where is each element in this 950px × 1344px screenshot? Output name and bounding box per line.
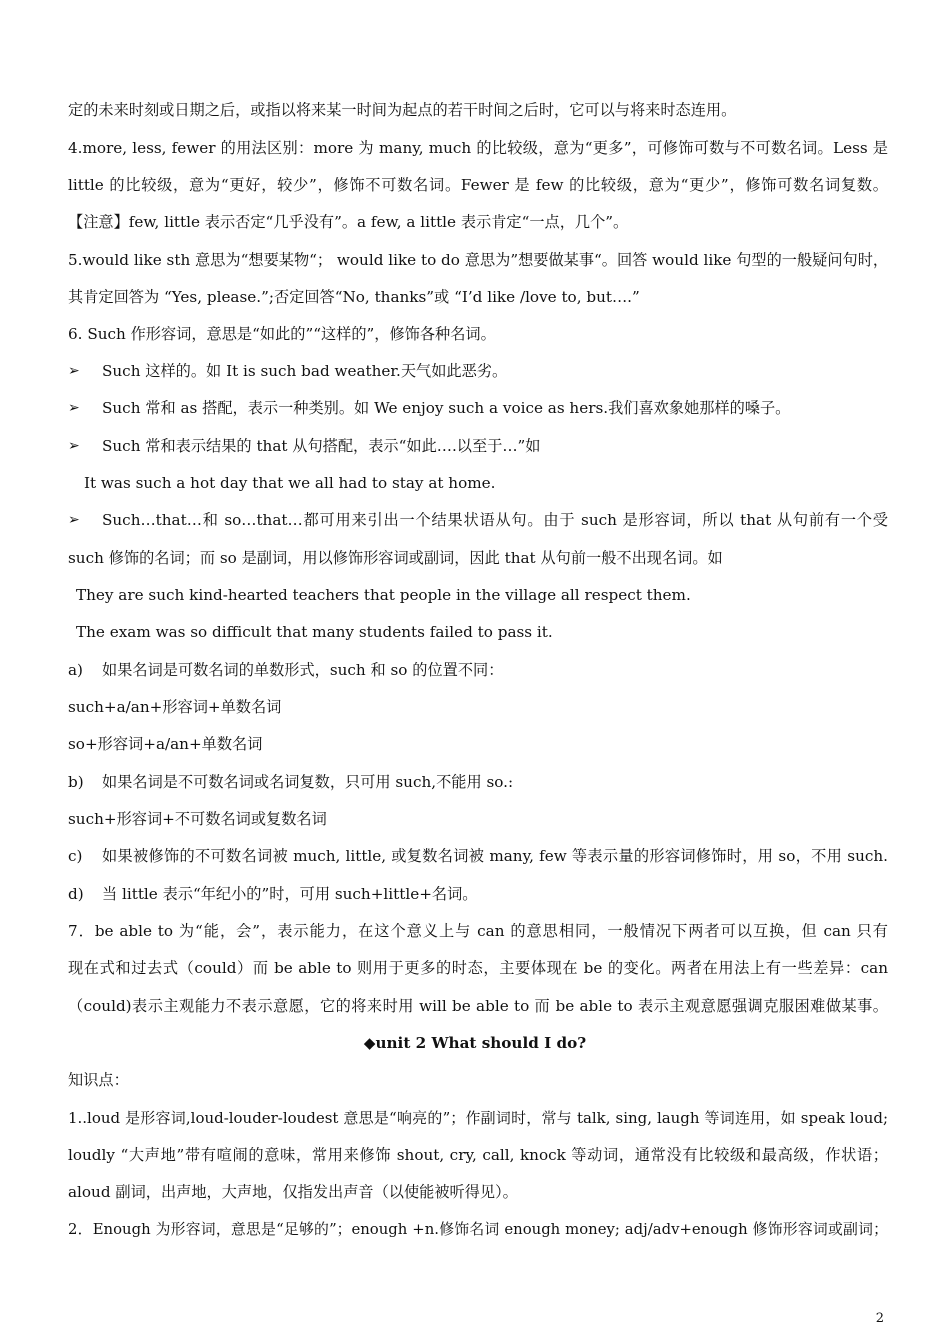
text-line: 4.more, less, fewer 的用法区别：more 为 many, much 的比较级，意为“更多”，可修饰可数与不可数名词。Less 是: [68, 139, 888, 157]
text-line: 5.would like sth 意思为“想要某物“； would like to do 意思为”想要做某事“。回答 would like 句型的一般疑问句时，: [68, 251, 889, 269]
text-line: 现在式和过去式（could）而 be able to 则用于更多的时态，主要体现在 be 的变化。两者在用法上有一些差异：can: [68, 959, 888, 977]
text-line: such 修饰的名词；而 so 是副词，用以修饰形容词或副词，因此 that 从句前一般不出现名词。如: [68, 549, 723, 567]
section-heading: ◆unit 2 What should I do?: [363, 1034, 587, 1052]
list-label: c): [68, 847, 83, 865]
text-line: 2．Enough 为形容词，意思是“足够的”；enough +n.修饰名词 enough money; adj/adv+enough 修饰形容词或副词；: [68, 1221, 888, 1238]
text-line: aloud 副词，出声地，大声地，仅指发出声音（以使能被听得见）。: [68, 1183, 518, 1201]
text-line: 1..loud 是形容词,loud-louder-loudest 意思是“响亮的”；作副词时，常与 talk, sing, laugh 等词连用，如 speak loud;: [68, 1109, 888, 1127]
text-line: （could)表示主观能力不表示意愿，它的将来时用 will be able to 而 be able to 表示主观意愿强调克服困难做某事。: [68, 997, 888, 1015]
text-line: 知识点：: [68, 1071, 129, 1089]
bullet-text: Such 常和表示结果的 that 从句搭配，表示“如此….以至于…”如: [102, 437, 541, 455]
list-text: 如果名词是可数名词的单数形式，such 和 so 的位置不同：: [102, 661, 504, 679]
text-line: 其肯定回答为 “Yes, please.”;否定回答“No, thanks”或 “I’d like /love to, but….”: [68, 288, 640, 306]
list-text: 如果名词是不可数名词或名词复数，只可用 such,不能用 so.:: [102, 773, 514, 791]
bullet-text: Such 常和 as 搭配，表示一种类别。如 We enjoy such a voice as hers.我们喜欢象她那样的嗓子。: [102, 399, 791, 417]
example-sentence: They are such kind-hearted teachers that people in the village all respect them.: [76, 586, 691, 604]
text-line: such+a/an+形容词+单数名词: [68, 698, 282, 716]
bullet-text: Such 这样的。如 It is such bad weather.天气如此恶劣。: [102, 362, 508, 380]
list-label: d): [68, 885, 84, 903]
text-line: so+形容词+a/an+单数名词: [68, 735, 263, 753]
example-sentence: It was such a hot day that we all had to stay at home.: [84, 474, 496, 492]
text-line: little 的比较级，意为“更好，较少”，修饰不可数名词。Fewer 是 few 的比较级，意为“更少”，修饰可数名词复数。: [68, 176, 888, 194]
bullet-icon: ➢: [68, 438, 80, 454]
bullet-icon: ➢: [68, 363, 80, 379]
list-text: 如果被修饰的不可数名词被 much, little, 或复数名词被 many, few 等表示量的形容词修饰时，用 so，不用 such.: [102, 847, 888, 865]
example-sentence: The exam was so difficult that many students failed to pass it.: [76, 623, 553, 641]
text-line: 7．be able to 为“能，会”，表示能力，在这个意义上与 can 的意思相同，一般情况下两者可以互换，但 can 只有: [68, 922, 888, 940]
bullet-text: Such…that…和 so…that…都可用来引出一个结果状语从句。由于 such 是形容词，所以 that 从句前有一个受: [102, 511, 888, 529]
text-line: loudly “大声地”带有喧闹的意味，常用来修饰 shout, cry, call, knock 等动词，通常没有比较级和最高级，作状语；: [68, 1146, 888, 1164]
text-line: such+形容词+不可数名词或复数名词: [68, 810, 327, 828]
list-label: a): [68, 661, 83, 679]
page-number: 2: [875, 1311, 884, 1326]
text-line: 【注意】few, little 表示否定“几乎没有”。a few, a little 表示肯定“一点，几个”。: [68, 213, 629, 231]
text-line: 6. Such 作形容词，意思是“如此的”“这样的”，修饰各种名词。: [68, 325, 496, 343]
text-line: 定的未来时刻或日期之后，或指以将来某一时间为起点的若干时间之后时，它可以与将来时态连用。: [68, 101, 737, 119]
bullet-icon: ➢: [68, 400, 80, 416]
list-label: b): [68, 773, 84, 791]
bullet-icon: ➢: [68, 512, 80, 528]
list-text: 当 little 表示“年纪小的”时，可用 such+little+名词。: [102, 885, 478, 903]
